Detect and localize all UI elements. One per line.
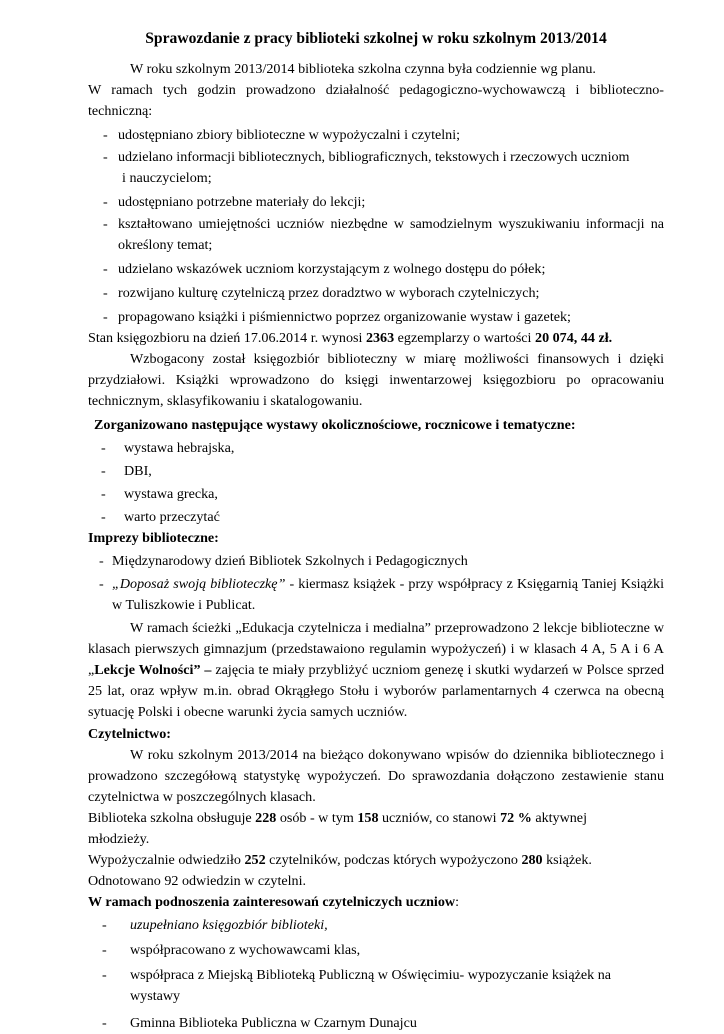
list-item-text: - kiermasz książek - przy współpracy z Księgarnią Taniej Książki w Tuliszkowie i Publicat. xyxy=(112,576,664,613)
events-heading xyxy=(88,528,664,549)
list-item-text: udostępniano potrzebne materiały do lekcji; xyxy=(118,194,366,210)
visits-readers: 252 xyxy=(244,852,266,868)
list-item-text: udzielano wskazówek uczniom korzystającym z wolnego dostępu do półek; xyxy=(118,261,546,277)
dash-bullet: - xyxy=(101,463,106,479)
list-item xyxy=(88,551,664,572)
intro-text: W ramach tych godzin prowadzono działalność pedagogiczno-wychowawczą i biblioteczno-techniczną: xyxy=(88,82,664,119)
list-item xyxy=(88,307,664,328)
interests-list xyxy=(88,915,664,1034)
events-list xyxy=(88,551,664,616)
list-item-text: kształtowano umiejętności uczniów niezbędne w samodzielnym wyszukiwaniu informacji na określony temat; xyxy=(118,216,664,253)
lessons-text-2: zajęcia te miały przybliżyć uczniom genezę i skutki wydarzeń w Polsce sprzed 25 lat, oraz wpływ m.in. obrad Okrągłego Stołu i wyborów parlamentarnych 4 czerwca na obecną sytuację Polski i obecne warunki życia samych uczniów. xyxy=(88,662,664,720)
dash-bullet: - xyxy=(103,149,108,165)
events-heading-text: Imprezy biblioteczne: xyxy=(88,530,219,546)
exhibitions-heading xyxy=(88,415,664,436)
served-mid2: uczniów, co stanowi xyxy=(378,810,501,826)
reading-room-paragraph: Odnotowano 92 odwiedzin w czytelni. xyxy=(88,873,307,889)
list-item-text: warto przeczytać xyxy=(124,509,220,525)
list-item xyxy=(88,940,664,961)
document-page xyxy=(88,28,664,1034)
dash-bullet: - xyxy=(102,942,107,958)
visits-mid: czytelników, podczas których wypożyczono xyxy=(265,852,522,868)
dash-bullet: - xyxy=(102,967,107,983)
visits-prefix: Wypożyczalnie odwiedziło xyxy=(88,852,245,868)
list-item-text: rozwijano kulturę czytelniczą przez doradztwo w wyborach czytelniczych; xyxy=(118,285,540,301)
list-item xyxy=(88,283,664,304)
dash-bullet: - xyxy=(99,576,104,592)
list-item-text: udostępniano zbiory biblioteczne w wypożyczalni i czytelni; xyxy=(118,127,461,143)
stock-paragraph xyxy=(88,328,664,349)
list-item xyxy=(88,438,664,459)
visits-books: 280 xyxy=(521,852,543,868)
exhibitions-list xyxy=(88,438,664,528)
readership-heading-text: Czytelnictwo: xyxy=(88,726,171,742)
served-paragraph xyxy=(88,808,664,850)
dash-bullet: - xyxy=(103,127,108,143)
readership-heading xyxy=(88,724,664,745)
dash-bullet: - xyxy=(103,285,108,301)
dash-bullet: - xyxy=(99,553,104,569)
list-item-text: wystawa hebrajska, xyxy=(124,440,235,456)
list-item xyxy=(88,965,664,1007)
visits-suffix: książek. xyxy=(542,852,592,868)
dash-bullet: - xyxy=(102,1015,107,1031)
list-item xyxy=(88,484,664,505)
list-item xyxy=(88,147,664,189)
intro-paragraph-1: W roku szkolnym 2013/2014 biblioteka szkolna czynna była codziennie wg planu. xyxy=(130,61,596,77)
lessons-paragraph xyxy=(88,618,664,723)
list-item xyxy=(88,461,664,482)
list-item xyxy=(88,125,664,146)
served-total: 228 xyxy=(255,810,277,826)
dash-bullet: - xyxy=(103,309,108,325)
exhibitions-heading-text: Zorganizowano następujące wystawy okolicznościowe, rocznicowe i tematyczne: xyxy=(94,417,576,433)
dash-bullet: - xyxy=(102,917,107,933)
stock-count: 2363 xyxy=(365,330,395,346)
interests-heading-text: W ramach podnoszenia zainteresowań czytelniczych uczniow xyxy=(88,894,456,910)
event-title: „Doposaż swoją biblioteczkę” xyxy=(112,576,286,592)
dash-bullet: - xyxy=(103,216,108,232)
readership-paragraph: W roku szkolnym 2013/2014 na bieżąco dokonywano wpisów do dziennika bibliotecznego i prowadzono szczegółową statystykę wypożyczeń. Do sprawozdania dołączono zestawienie stanu czytelnictwa w poszczególnych klasach. xyxy=(88,747,664,805)
list-item-text: uzupełniano księgozbiór biblioteki, xyxy=(130,917,328,933)
list-item-continuation: i nauczycielom; xyxy=(122,170,212,186)
list-item xyxy=(88,507,664,528)
served-suffix: aktywnej młodzieży. xyxy=(88,810,587,847)
activities-list xyxy=(88,125,664,328)
list-item-text: udzielano informacji bibliotecznych, bibliograficznych, tekstowych i rzeczowych uczniom xyxy=(118,149,630,165)
list-item xyxy=(88,915,664,936)
interests-heading-colon: : xyxy=(455,894,459,910)
dash-bullet: - xyxy=(101,486,106,502)
served-students: 158 xyxy=(357,810,379,826)
dash-bullet: - xyxy=(101,440,106,456)
list-item xyxy=(88,192,664,213)
list-item-text: DBI, xyxy=(124,463,152,479)
lessons-text-1: W ramach ścieżki „Edukacja czytelnicza i medialna” przeprowadzono 2 lekcje biblioteczne w klasach pierwszych gimnazjum (przedstawaiono regulamin wypożyczeń) i w klasach 4 A, 5 A i 6 A „ xyxy=(88,620,664,678)
served-percent: 72 % xyxy=(500,810,532,826)
list-item xyxy=(88,259,664,280)
list-item-text: Międzynarodowy dzień Bibliotek Szkolnych i Pedagogicznych xyxy=(112,553,468,569)
dash-bullet: - xyxy=(103,261,108,277)
stock-value: 20 074, 44 zł. xyxy=(535,330,613,346)
list-item xyxy=(88,574,664,616)
served-prefix: Biblioteka szkolna obsługuje xyxy=(88,810,256,826)
document-title: Sprawozdanie z pracy biblioteki szkolnej w roku szkolnym 2013/2014 xyxy=(145,30,607,47)
list-item xyxy=(88,214,664,256)
dash-bullet: - xyxy=(101,509,106,525)
visits-paragraph xyxy=(88,850,664,871)
list-item-text: Gminna Biblioteka Publiczna w Czarnym Dunajcu xyxy=(130,1015,417,1031)
enrichment-paragraph: Wzbogacony został księgozbiór biblioteczny w miarę możliwości finansowych i dzięki przydziałowi. Książki wprowadzono do księgi inwentarzowej księgozbioru po opracowaniu technicznym, sklasyfikowaniu i skatalogowaniu. xyxy=(88,351,664,409)
list-item-text: propagowano książki i piśmiennictwo poprzez organizowanie wystaw i gazetek; xyxy=(118,309,571,325)
lessons-bold: Lekcje Wolności” – xyxy=(94,662,212,678)
list-item-text: współpraca z Miejską Biblioteką Publiczną w Oświęcimiu- wypozyczanie książek na wystawy xyxy=(130,967,611,1004)
stock-prefix: Stan księgozbioru na dzień 17.06.2014 r. wynosi xyxy=(88,330,366,346)
list-item-text: współpracowano z wychowawcami klas, xyxy=(130,942,361,958)
served-mid: osób - w tym xyxy=(276,810,358,826)
dash-bullet: - xyxy=(103,194,108,210)
interests-heading xyxy=(88,892,664,913)
intro-paragraph-2 xyxy=(88,80,664,122)
stock-middle: egzemplarzy o wartości xyxy=(394,330,536,346)
list-item-text: wystawa grecka, xyxy=(124,486,218,502)
